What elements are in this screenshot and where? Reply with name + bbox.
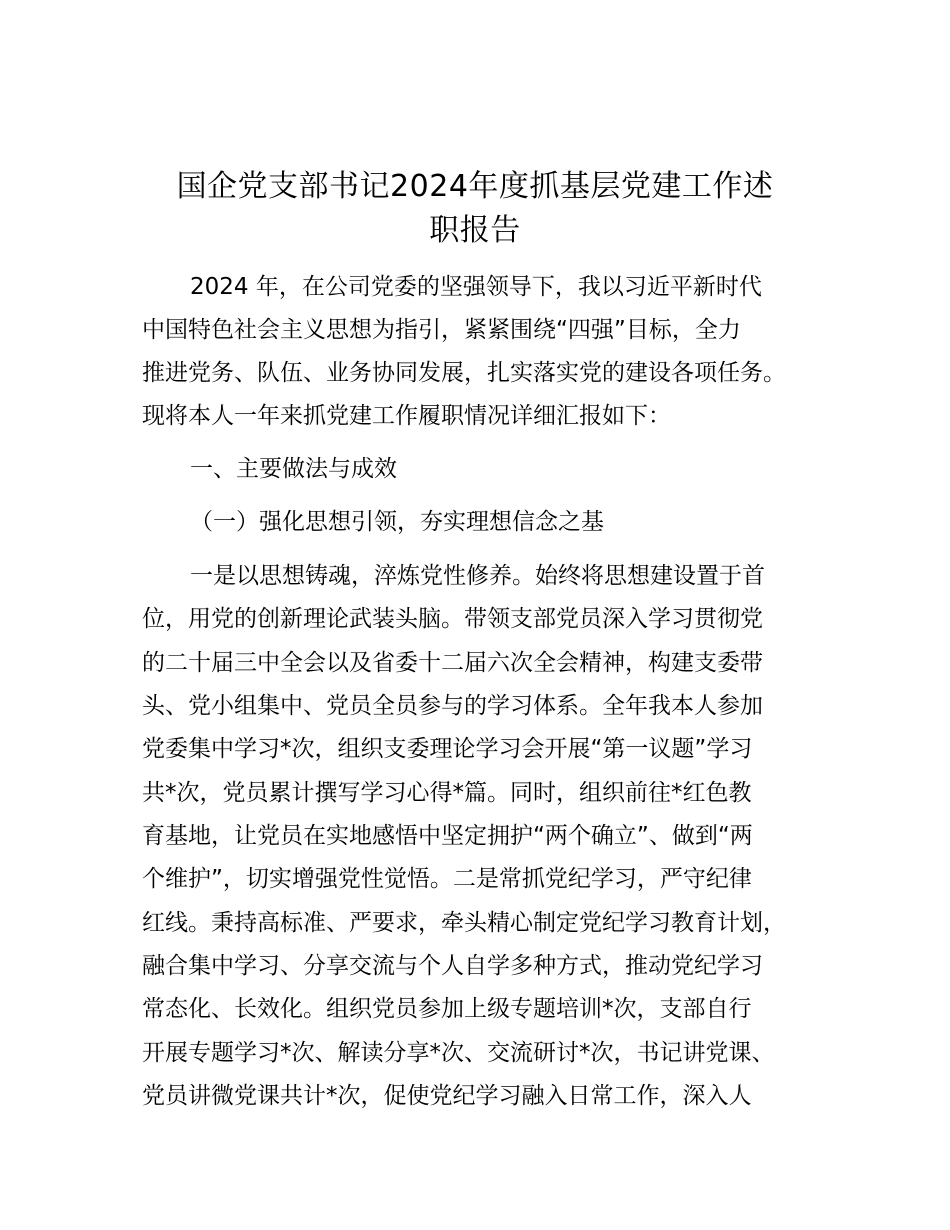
- intro-line: 中国特色社会主义思想为指引，紧紧围绕“四强”目标，全力: [142, 317, 741, 343]
- body-line: 开展专题学习*次、解读分享*次、交流研讨*次，书记讲党课、: [142, 1040, 775, 1066]
- body-line: 党员讲微党课共计*次，促使党纪学习融入日常工作，深入人: [142, 1083, 752, 1109]
- body-line: 一是以思想铸魂，淬炼党性修养。始终将思想建设置于首: [190, 563, 765, 589]
- body-line: 党委集中学习*次，组织支委理论学习会开展“第一议题”学习: [142, 736, 753, 762]
- body-line: 的二十届三中全会以及省委十二届六次全会精神，构建支委带: [142, 650, 763, 676]
- intro-line: 2024 年，在公司党委的坚强领导下，我以习近平新时代: [190, 274, 762, 300]
- body-line: 融合集中学习、分享交流与个人自学多种方式，推动党纪学习: [142, 953, 763, 979]
- document-title-line-2: 职报告: [429, 213, 521, 248]
- subsection-heading: （一）强化思想引领，夯实理想信念之基: [190, 509, 604, 535]
- body-line: 常态化、长效化。组织党员参加上级专题培训*次，支部自行: [142, 996, 752, 1022]
- section-heading: 一、主要做法与成效: [190, 456, 397, 482]
- body-line: 红线。秉持高标准、严要求，牵头精心制定党纪学习教育计划，: [142, 910, 786, 936]
- body-line: 位，用党的创新理论武装头脑。带领支部党员深入学习贯彻党: [142, 606, 763, 632]
- body-line: 头、党小组集中、党员全员参与的学习体系。全年我本人参加: [142, 693, 763, 719]
- intro-line: 推进党务、队伍、业务协同发展，扎实落实党的建设各项任务。: [142, 360, 786, 386]
- document-title-line-1: 国企党支部书记2024年度抓基层党建工作述: [176, 169, 774, 204]
- body-line: 育基地，让党员在实地感悟中坚定拥护“两个确立”、做到“两: [142, 823, 753, 849]
- body-line: 个维护”，切实增强党性觉悟。二是常抓党纪学习，严守纪律: [142, 866, 752, 892]
- body-line: 共*次，党员累计撰写学习心得*篇。同时，组织前往*红色教: [142, 780, 752, 806]
- intro-line: 现将本人一年来抓党建工作履职情况详细汇报如下：: [142, 403, 671, 429]
